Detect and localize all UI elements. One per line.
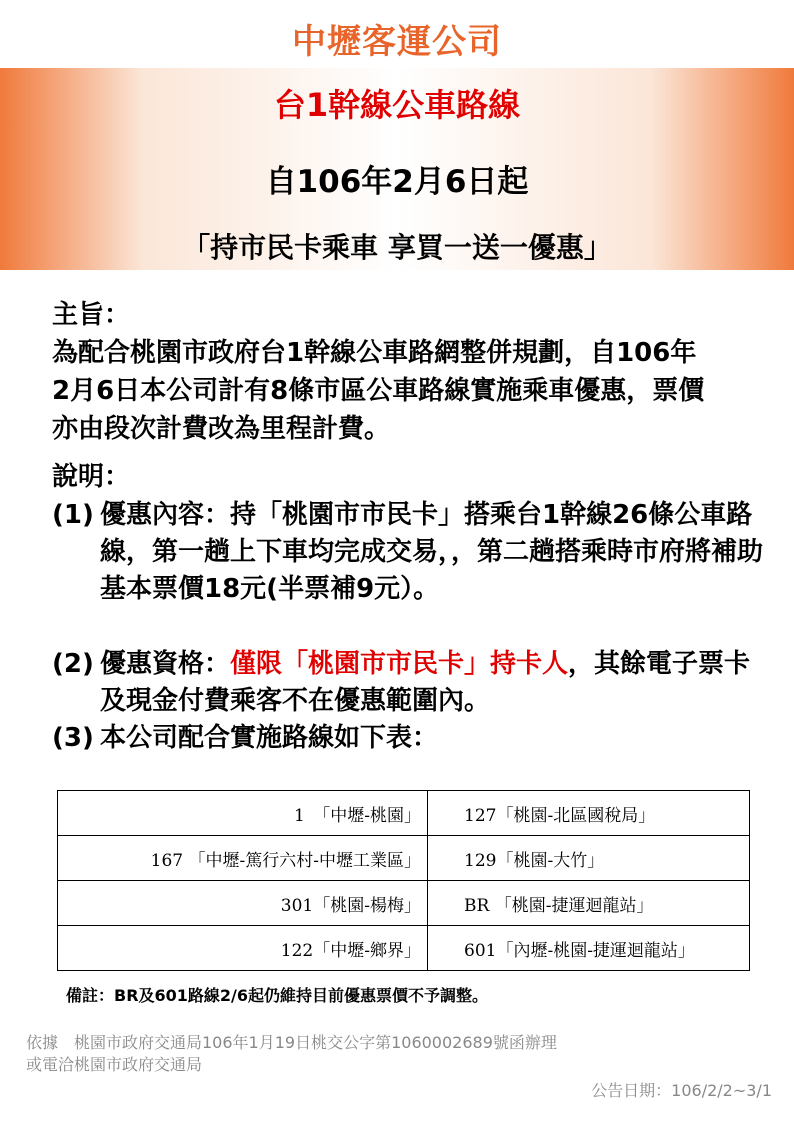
explanation-heading: 說明： <box>52 462 131 492</box>
route-cell: 601「內壢-桃園-捷運迴龍站」 <box>428 926 750 971</box>
route-cell: BR 「桃園-捷運迴龍站」 <box>428 881 750 926</box>
item-text: 本公司配合實施路線如下表： <box>100 723 439 753</box>
item-number: (2) <box>52 649 94 679</box>
table-row <box>58 836 750 881</box>
table-note: 備註：BR及601路線2/6起仍維持目前優惠票價不予調整。 <box>66 986 489 1005</box>
route-cell: 301「桃園-楊梅」 <box>58 881 428 926</box>
basis-line: 依據 桃園市政府交通局106年1月19日桃交公字第1060002689號函辦理 <box>26 1033 557 1052</box>
table-row <box>58 926 750 971</box>
table-row <box>58 791 750 836</box>
explanation-item-1 <box>52 497 772 608</box>
promo-title: 「持市民卡乘車 享買一送一優惠」 <box>182 231 612 264</box>
start-date: 自106年2月6日起 <box>265 164 529 200</box>
route-cell: 127「桃園-北區國稅局」 <box>428 791 750 836</box>
route-title: 台1幹線公車路線 <box>273 86 521 124</box>
purpose-heading: 主旨： <box>52 300 131 330</box>
route-cell: 1 「中壢-桃園」 <box>58 791 428 836</box>
route-cell: 167 「中壢-篤行六村-中壢工業區」 <box>58 836 428 881</box>
item-label: 優惠資格： <box>100 649 231 679</box>
route-cell: 122「中壢-鄉界」 <box>58 926 428 971</box>
company-name: 中壢客運公司 <box>292 22 502 62</box>
basis-line: 或電洽桃園市政府交通局 <box>26 1055 203 1074</box>
explanation-item-3 <box>52 720 772 757</box>
purpose-text: 為配合桃園市政府台1幹線公車路網整併規劃，自106年2月6日本公司計有8條市區公車路線實施乘車優惠，票價亦由段次計費改為里程計費。 <box>52 338 705 444</box>
item-number: (3) <box>52 723 94 753</box>
explanation-item-2 <box>52 646 772 720</box>
routes-table <box>57 790 750 971</box>
item-number: (1) <box>52 500 94 530</box>
route-cell: 129「桃園-大竹」 <box>428 836 750 881</box>
table-row <box>58 881 750 926</box>
announce-date: 公告日期：106/2/2~3/1 <box>591 1081 772 1100</box>
item-rest: ，其餘電子票卡及現金付費乘客不在優惠範圍內。 <box>100 649 751 716</box>
item-text: 優惠內容：持「桃園市市民卡」搭乘台1幹線26條公車路線，第一趟上下車均完成交易，，第二趟搭乘時市府將補助基本票價18元(半票補9元）。 <box>100 500 764 604</box>
eligibility-highlight: 僅限「桃園市市民卡」持卡人 <box>230 649 569 679</box>
item-text <box>52 646 772 720</box>
